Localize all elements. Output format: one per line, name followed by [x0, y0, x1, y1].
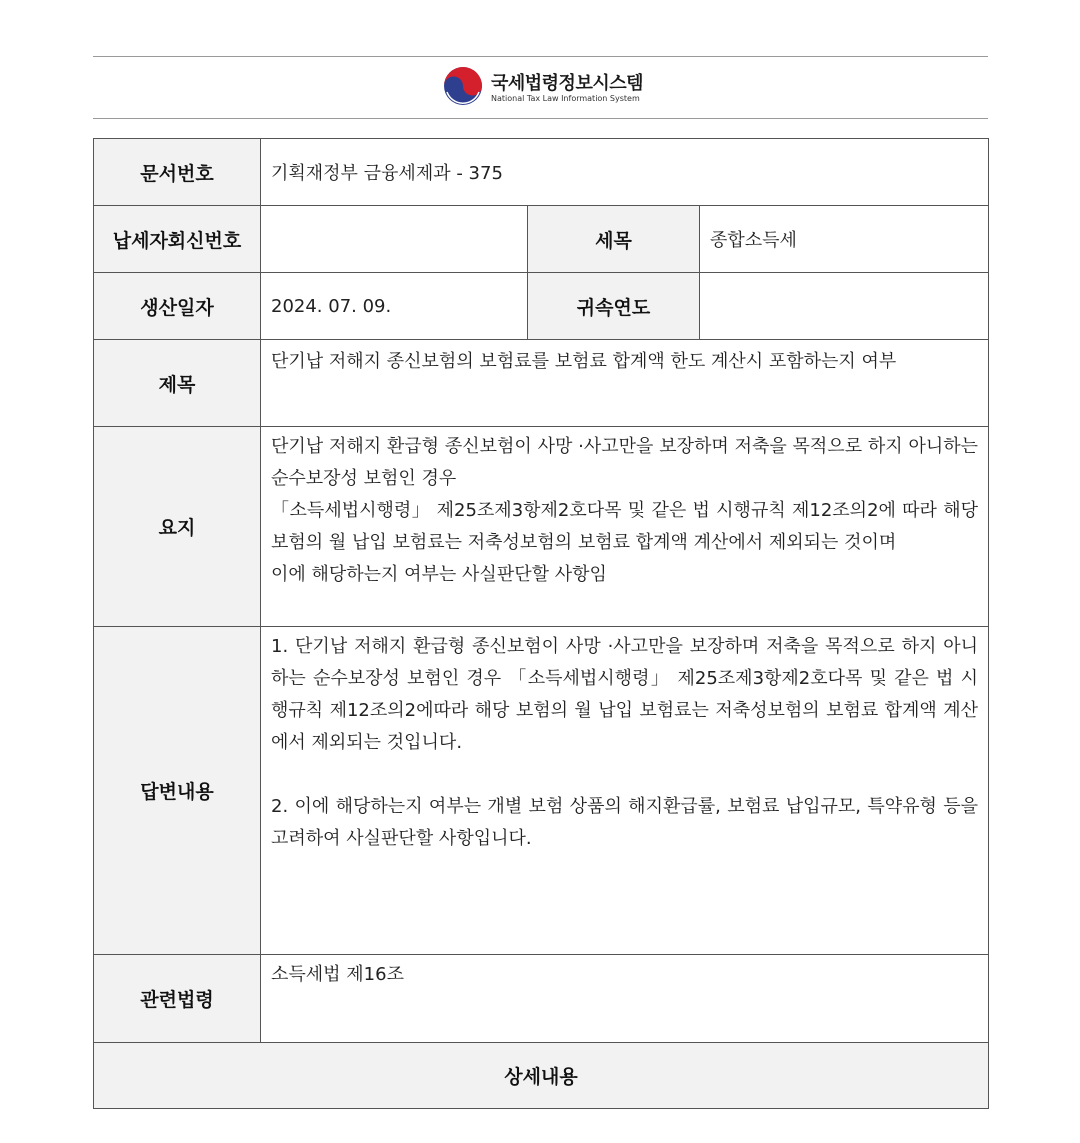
taxpayer-reply-number-value [261, 206, 528, 273]
answer-label: 답변내용 [94, 627, 261, 955]
paragraph-spacer [271, 759, 978, 791]
row-related-law [94, 955, 989, 1043]
org-logo [443, 66, 653, 108]
row-doc-number [94, 139, 989, 206]
summary-line: 단기납 저해지 환급형 종신보험이 사망 ·사고만을 보장하며 저축을 목적으로 하지 아니하는 순수보장성 보험인 경우 [271, 436, 978, 489]
production-date-value: 2024. 07. 09. [261, 273, 528, 340]
summary-line: 「소득세법시행령」 제25조제3항제2호다목 및 같은 법 시행규칙 제12조의2에 따라 해당 보험의 월 납입 보험료는 저축성보험의 보험료 합계액 계산에서 제외되는 것이며 [271, 500, 978, 553]
org-name-english: National Tax Law Information System [491, 94, 640, 103]
related-law-cell [261, 955, 989, 1043]
summary-label: 요지 [94, 427, 261, 627]
related-law-label: 관련법령 [94, 955, 261, 1043]
row-production-date [94, 273, 989, 340]
doc-number-label: 문서번호 [94, 139, 261, 206]
answer-paragraph: 2. 이에 해당하는지 여부는 개별 보험 상품의 해지환급률, 보험료 납입규모, 특약유형 등을 고려하여 사실판단할 사항입니다. [271, 796, 978, 849]
answer-paragraph: 1. 단기납 저해지 환급형 종신보험이 사망 ·사고만을 보장하며 저축을 목적으로 하지 아니하는 순수보장성 보험인 경우 「소득세법시행령」 제25조제3항제2호다목 및 같은 법 시행규칙 제12조의2에따라 해당 보험의 월 납입 보험료는 저축성보험의 보험료 합계액 계산에서 제외되는 것입니다. [271, 636, 978, 753]
taxpayer-reply-number-label: 납세자회신번호 [94, 206, 261, 273]
top-divider [93, 56, 988, 57]
subject-value: 단기납 저해지 종신보험의 보험료를 보험료 합계액 한도 계산시 포함하는지 여부 [271, 351, 897, 372]
attribution-year-label: 귀속연도 [528, 273, 700, 340]
row-details [94, 1043, 989, 1109]
taegeuk-emblem-icon [443, 66, 483, 106]
doc-number-value: 기획재정부 금융세제과 - 375 [261, 139, 989, 206]
summary-line: 이에 해당하는지 여부는 사실판단할 사항임 [271, 564, 607, 585]
related-law-value: 소득세법 제16조 [271, 964, 404, 985]
subject-cell [261, 340, 989, 427]
row-summary [94, 427, 989, 627]
production-date-label: 생산일자 [94, 273, 261, 340]
document-info-table [93, 138, 989, 1109]
tax-item-label: 세목 [528, 206, 700, 273]
row-taxpayer-reply [94, 206, 989, 273]
row-answer [94, 627, 989, 955]
org-name-korean: 국세법령정보시스템 [491, 73, 643, 94]
attribution-year-value [700, 273, 989, 340]
bottom-divider [93, 118, 988, 119]
answer-cell [261, 627, 989, 955]
tax-item-value: 종합소득세 [700, 206, 989, 273]
row-subject [94, 340, 989, 427]
subject-label: 제목 [94, 340, 261, 427]
summary-cell [261, 427, 989, 627]
details-header: 상세내용 [94, 1043, 989, 1109]
